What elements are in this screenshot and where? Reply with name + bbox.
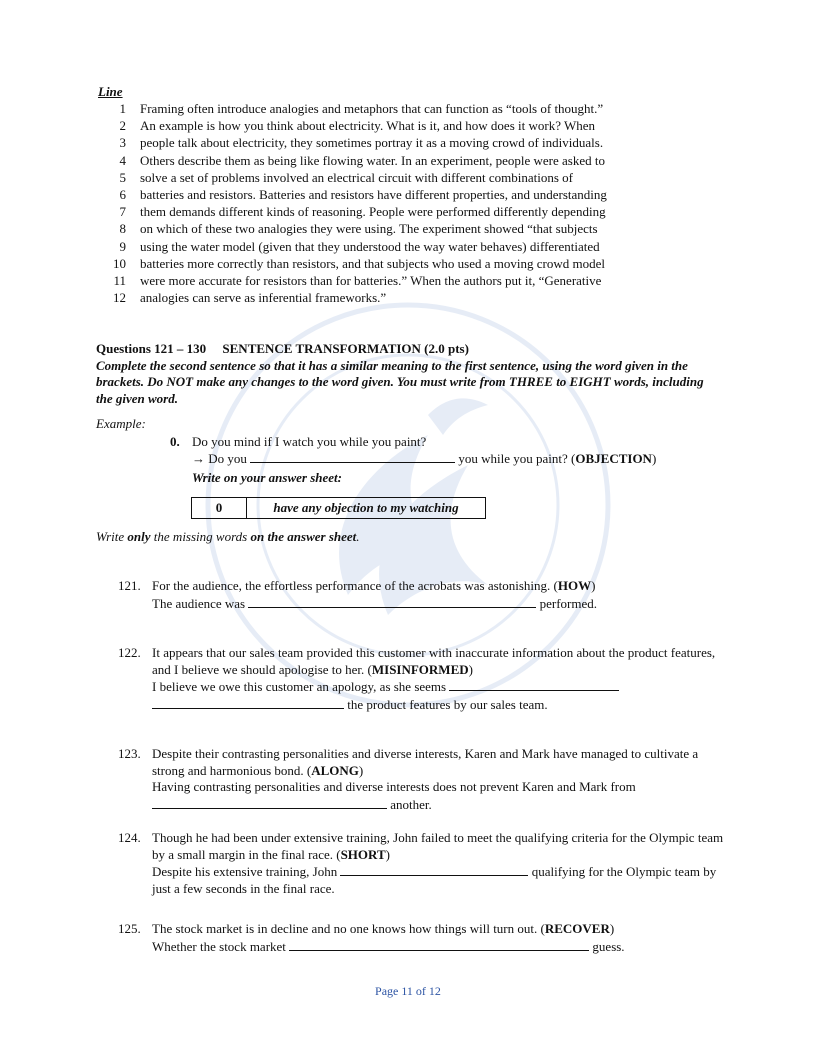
question-prefix: Despite his extensive training, John bbox=[152, 864, 338, 880]
question-prefix: Having contrasting personalities and diverse interests does not prevent Karen and Mark from bbox=[152, 779, 636, 795]
section-title: Questions 121 – 130 SENTENCE TRANSFORMATION (2.0 pts) bbox=[96, 341, 469, 356]
note-end: . bbox=[356, 529, 360, 544]
question-sentence: Though he had been under extensive training, John failed to meet the qualifying criteria for the Olympic team by a small margin in the final race. ( bbox=[152, 830, 724, 862]
question-suffix: qualifying for the Olympic team by just a few seconds in the final race. bbox=[152, 864, 717, 896]
passage-line bbox=[100, 117, 607, 134]
example-close: ) bbox=[651, 451, 657, 466]
line-number: 4 bbox=[119, 152, 126, 168]
note-bold: on the answer sheet bbox=[250, 529, 357, 544]
answer-blank[interactable] bbox=[449, 678, 619, 691]
passage-line bbox=[100, 169, 607, 186]
answer-blank[interactable] bbox=[152, 796, 387, 809]
question-keyword: SHORT bbox=[340, 846, 386, 862]
line-number: 10 bbox=[113, 255, 126, 271]
passage-line bbox=[100, 152, 607, 169]
example-suffix: you while you paint? ( bbox=[458, 451, 576, 466]
line-number: 8 bbox=[119, 221, 126, 237]
question-prefix: I believe we owe this customer an apology, as she seems bbox=[152, 679, 447, 695]
question-keyword: ALONG bbox=[311, 762, 359, 778]
line-number: 12 bbox=[113, 290, 126, 306]
passage-line bbox=[100, 186, 607, 203]
line-number: 3 bbox=[119, 135, 126, 151]
example-answer-box bbox=[191, 497, 486, 519]
question-suffix: performed. bbox=[539, 595, 598, 611]
question-close: ) bbox=[358, 762, 364, 778]
question-keyword: RECOVER bbox=[544, 921, 610, 936]
question-125 bbox=[118, 921, 728, 955]
line-number: 7 bbox=[119, 204, 126, 220]
question-close: ) bbox=[609, 921, 615, 936]
question-close: ) bbox=[468, 661, 473, 677]
question-123 bbox=[118, 746, 728, 813]
line-text: Others describe them as being like flowing water. In an experiment, people were asked to bbox=[140, 152, 605, 168]
line-number: 9 bbox=[119, 238, 126, 254]
line-text: analogies can serve as inferential frameworks.” bbox=[140, 290, 387, 306]
passage-line bbox=[100, 203, 607, 220]
question-suffix: guess. bbox=[592, 938, 625, 954]
question-keyword: HOW bbox=[557, 578, 592, 593]
answer-number: 0 bbox=[192, 498, 247, 519]
question-124 bbox=[118, 830, 728, 897]
line-number: 1 bbox=[119, 101, 126, 116]
line-text: them demands different kinds of reasoning. People were performed differently depending bbox=[140, 204, 606, 220]
question-sentence: For the audience, the effortless performance of the acrobats was astonishing. ( bbox=[152, 578, 558, 593]
write-label: Write on your answer sheet: bbox=[192, 470, 342, 485]
passage bbox=[100, 100, 607, 306]
question-121 bbox=[118, 578, 728, 612]
question-close: ) bbox=[385, 846, 390, 862]
example-sentence: Do you mind if I watch you while you paint? bbox=[192, 434, 427, 449]
example-blank bbox=[250, 450, 455, 463]
line-heading: Line bbox=[98, 84, 123, 99]
passage-line bbox=[100, 100, 607, 117]
page-footer: Page 11 of 12 bbox=[375, 984, 441, 998]
question-sentence: The stock market is in decline and no one knows how things will turn out. ( bbox=[152, 921, 545, 936]
question-sentence: It appears that our sales team provided this customer with inaccurate information about the product features, and I believe we should apologise to her. ( bbox=[152, 645, 716, 677]
question-suffix: another. bbox=[390, 796, 432, 812]
answer-blank[interactable] bbox=[340, 863, 528, 876]
example-prefix: → Do you bbox=[192, 451, 247, 466]
passage-line bbox=[100, 238, 607, 255]
passage-line bbox=[100, 255, 607, 272]
passage-line bbox=[100, 289, 607, 306]
line-text: were more accurate for resistors than for batteries.” When the authors put it, “Generative bbox=[140, 273, 602, 289]
example-number: 0. bbox=[170, 434, 180, 449]
note-pre: Write bbox=[96, 529, 128, 544]
section-instruction: Complete the second sentence so that it has a similar meaning to the first sentence, using the word given in the brackets. Do NOT make any changes to the word given. You must write from THREE to EIGHT words, including the given word. bbox=[96, 357, 704, 406]
line-number: 11 bbox=[113, 273, 126, 289]
line-text: batteries more correctly than resistors, and that subjects who used a moving crowd model bbox=[140, 255, 605, 271]
line-number: 5 bbox=[119, 169, 126, 185]
question-number: 123. bbox=[118, 746, 141, 761]
section-header bbox=[96, 341, 716, 407]
line-number: 2 bbox=[119, 118, 126, 134]
answer-text: have any objection to my watching bbox=[247, 498, 486, 519]
answer-blank[interactable] bbox=[248, 595, 536, 608]
question-prefix: The audience was bbox=[152, 595, 246, 611]
example-keyword: OBJECTION bbox=[575, 451, 652, 466]
line-text: using the water model (given that they understood the way water behaves) differentiated bbox=[140, 238, 600, 254]
note-only: only bbox=[127, 529, 151, 544]
answer-note bbox=[96, 529, 360, 545]
question-number: 122. bbox=[118, 645, 141, 660]
passage-line bbox=[100, 220, 607, 237]
line-text: on which of these two analogies they were using. The experiment showed “that subjects bbox=[140, 221, 598, 237]
answer-blank-continued[interactable] bbox=[152, 696, 344, 709]
question-122 bbox=[118, 645, 728, 713]
example-label: Example: bbox=[96, 416, 146, 431]
question-suffix: the product features by our sales team. bbox=[347, 696, 548, 712]
example-transform bbox=[192, 450, 712, 467]
note-mid: the missing words bbox=[150, 529, 251, 544]
line-text: solve a set of problems involved an electrical circuit with different combinations of bbox=[140, 169, 573, 185]
line-text: Framing often introduce analogies and metaphors that can function as “tools of thought.” bbox=[140, 101, 604, 116]
passage-line bbox=[100, 272, 607, 289]
question-number: 124. bbox=[118, 830, 141, 845]
question-sentence: Despite their contrasting personalities and diverse interests, Karen and Mark have managed to cultivate a strong and harmonious bond. ( bbox=[152, 746, 699, 778]
line-text: people talk about electricity, they sometimes portray it as a moving crowd of individuals. bbox=[140, 135, 604, 151]
question-number: 121. bbox=[118, 578, 141, 593]
line-text: batteries and resistors. Batteries and resistors have different properties, and understanding bbox=[140, 187, 607, 203]
answer-blank[interactable] bbox=[289, 938, 589, 951]
line-text: An example is how you think about electricity. What is it, and how does it work? When bbox=[140, 118, 596, 134]
line-number: 6 bbox=[119, 187, 126, 203]
question-prefix: Whether the stock market bbox=[152, 938, 286, 954]
passage-line bbox=[100, 134, 607, 151]
question-number: 125. bbox=[118, 921, 141, 936]
question-close: ) bbox=[591, 578, 596, 593]
question-keyword: MISINFORMED bbox=[371, 661, 469, 677]
